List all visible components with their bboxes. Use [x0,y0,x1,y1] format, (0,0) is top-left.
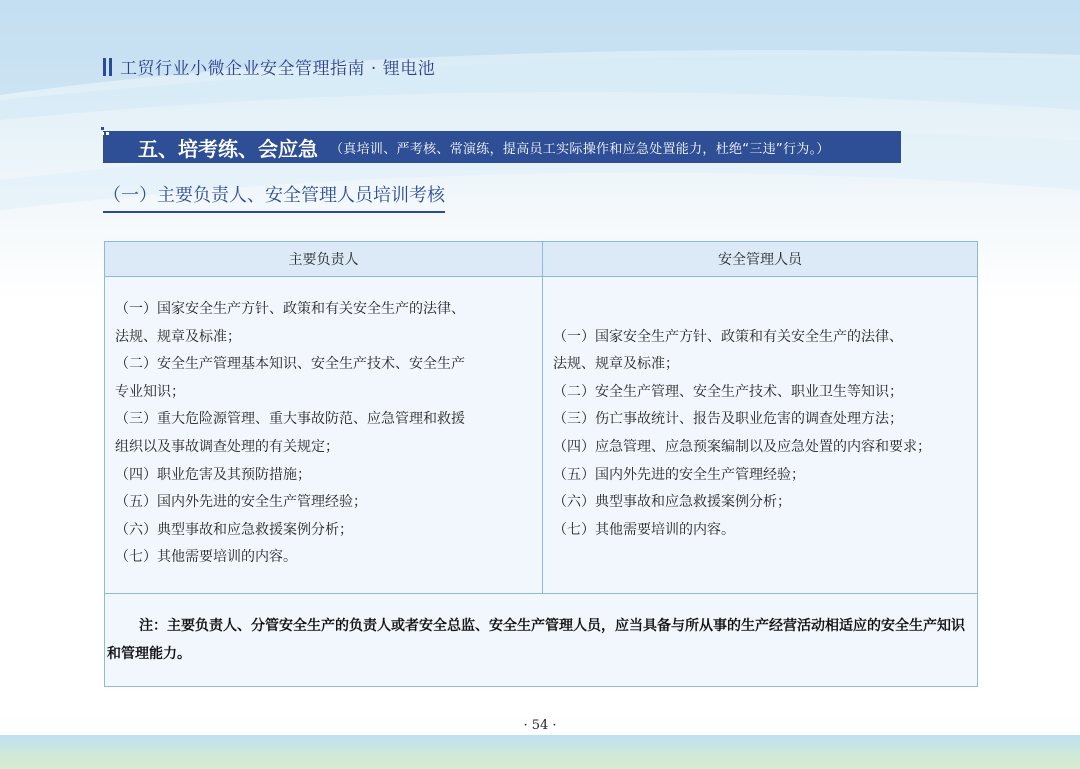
table-note-row [105,594,978,687]
corner-dots-icon [101,127,111,137]
header-marker [103,58,106,76]
page-number: · 54 · [523,718,557,733]
list-item: （五）国内外先进的安全生产管理经验； [115,494,367,511]
list-item: （一）国家安全生产方针、政策和有关安全生产的法律、 [115,301,465,318]
column-header-safety-manager: 安全管理人员 [543,242,978,277]
list-item: （六）典型事故和应急救援案例分析； [115,521,353,538]
list-item: （二）安全生产管理基本知识、安全生产技术、安全生产 [115,356,465,373]
list-item: 法规、规章及标准； [553,356,679,373]
safety-manager-items-cell [543,277,978,594]
note-cell [105,594,978,687]
running-header [103,54,435,79]
list-item: （六）典型事故和应急救援案例分析； [553,494,791,511]
list-item: （一）国家安全生产方针、政策和有关安全生产的法律、 [553,328,903,345]
header-marker [109,58,112,76]
training-table [104,241,978,687]
list-item: （七）其他需要培训的内容。 [553,521,735,538]
footer-band [0,735,1080,769]
header-title: 工贸行业小微企业安全管理指南 · 锂电池 [120,59,436,79]
table-header-row [105,242,978,277]
list-item: （二）安全生产管理、安全生产技术、职业卫生等知识； [553,383,903,400]
list-item: 法规、规章及标准； [115,328,241,345]
table-row [105,277,978,594]
list-item: （四）应急管理、应急预案编制以及应急处置的内容和要求； [553,439,931,455]
note-text: 注：主要负责人、分管安全生产的负责人或者安全总监、安全生产管理人员，应当具备与所从事的生产经营活动相适应的安全生产知识和管理能力。 [107,618,965,662]
section-banner [103,131,901,163]
list-item: （七）其他需要培训的内容。 [115,549,297,566]
list-item: （五）国内外先进的安全生产管理经验； [553,466,805,483]
list-item: 组织以及事故调查处理的有关规定； [115,439,339,455]
list-item: （三）伤亡事故统计、报告及职业危害的调查处理方法； [553,411,903,428]
list-item: 专业知识； [115,383,185,400]
principal-items-cell [105,277,543,594]
section-title: 五、培考练、会应急 [138,136,318,161]
list-item: （四）职业危害及其预防措施； [115,466,311,483]
section-subtitle: （真培训、严考核、常演练，提高员工实际操作和应急处置能力，杜绝“三违”行为。） [330,141,830,157]
column-header-principal: 主要负责人 [105,242,543,277]
list-item: （三）重大危险源管理、重大事故防范、应急管理和救援 [115,411,465,428]
subsection-heading: （一）主要负责人、安全管理人员培训考核 [103,181,445,213]
